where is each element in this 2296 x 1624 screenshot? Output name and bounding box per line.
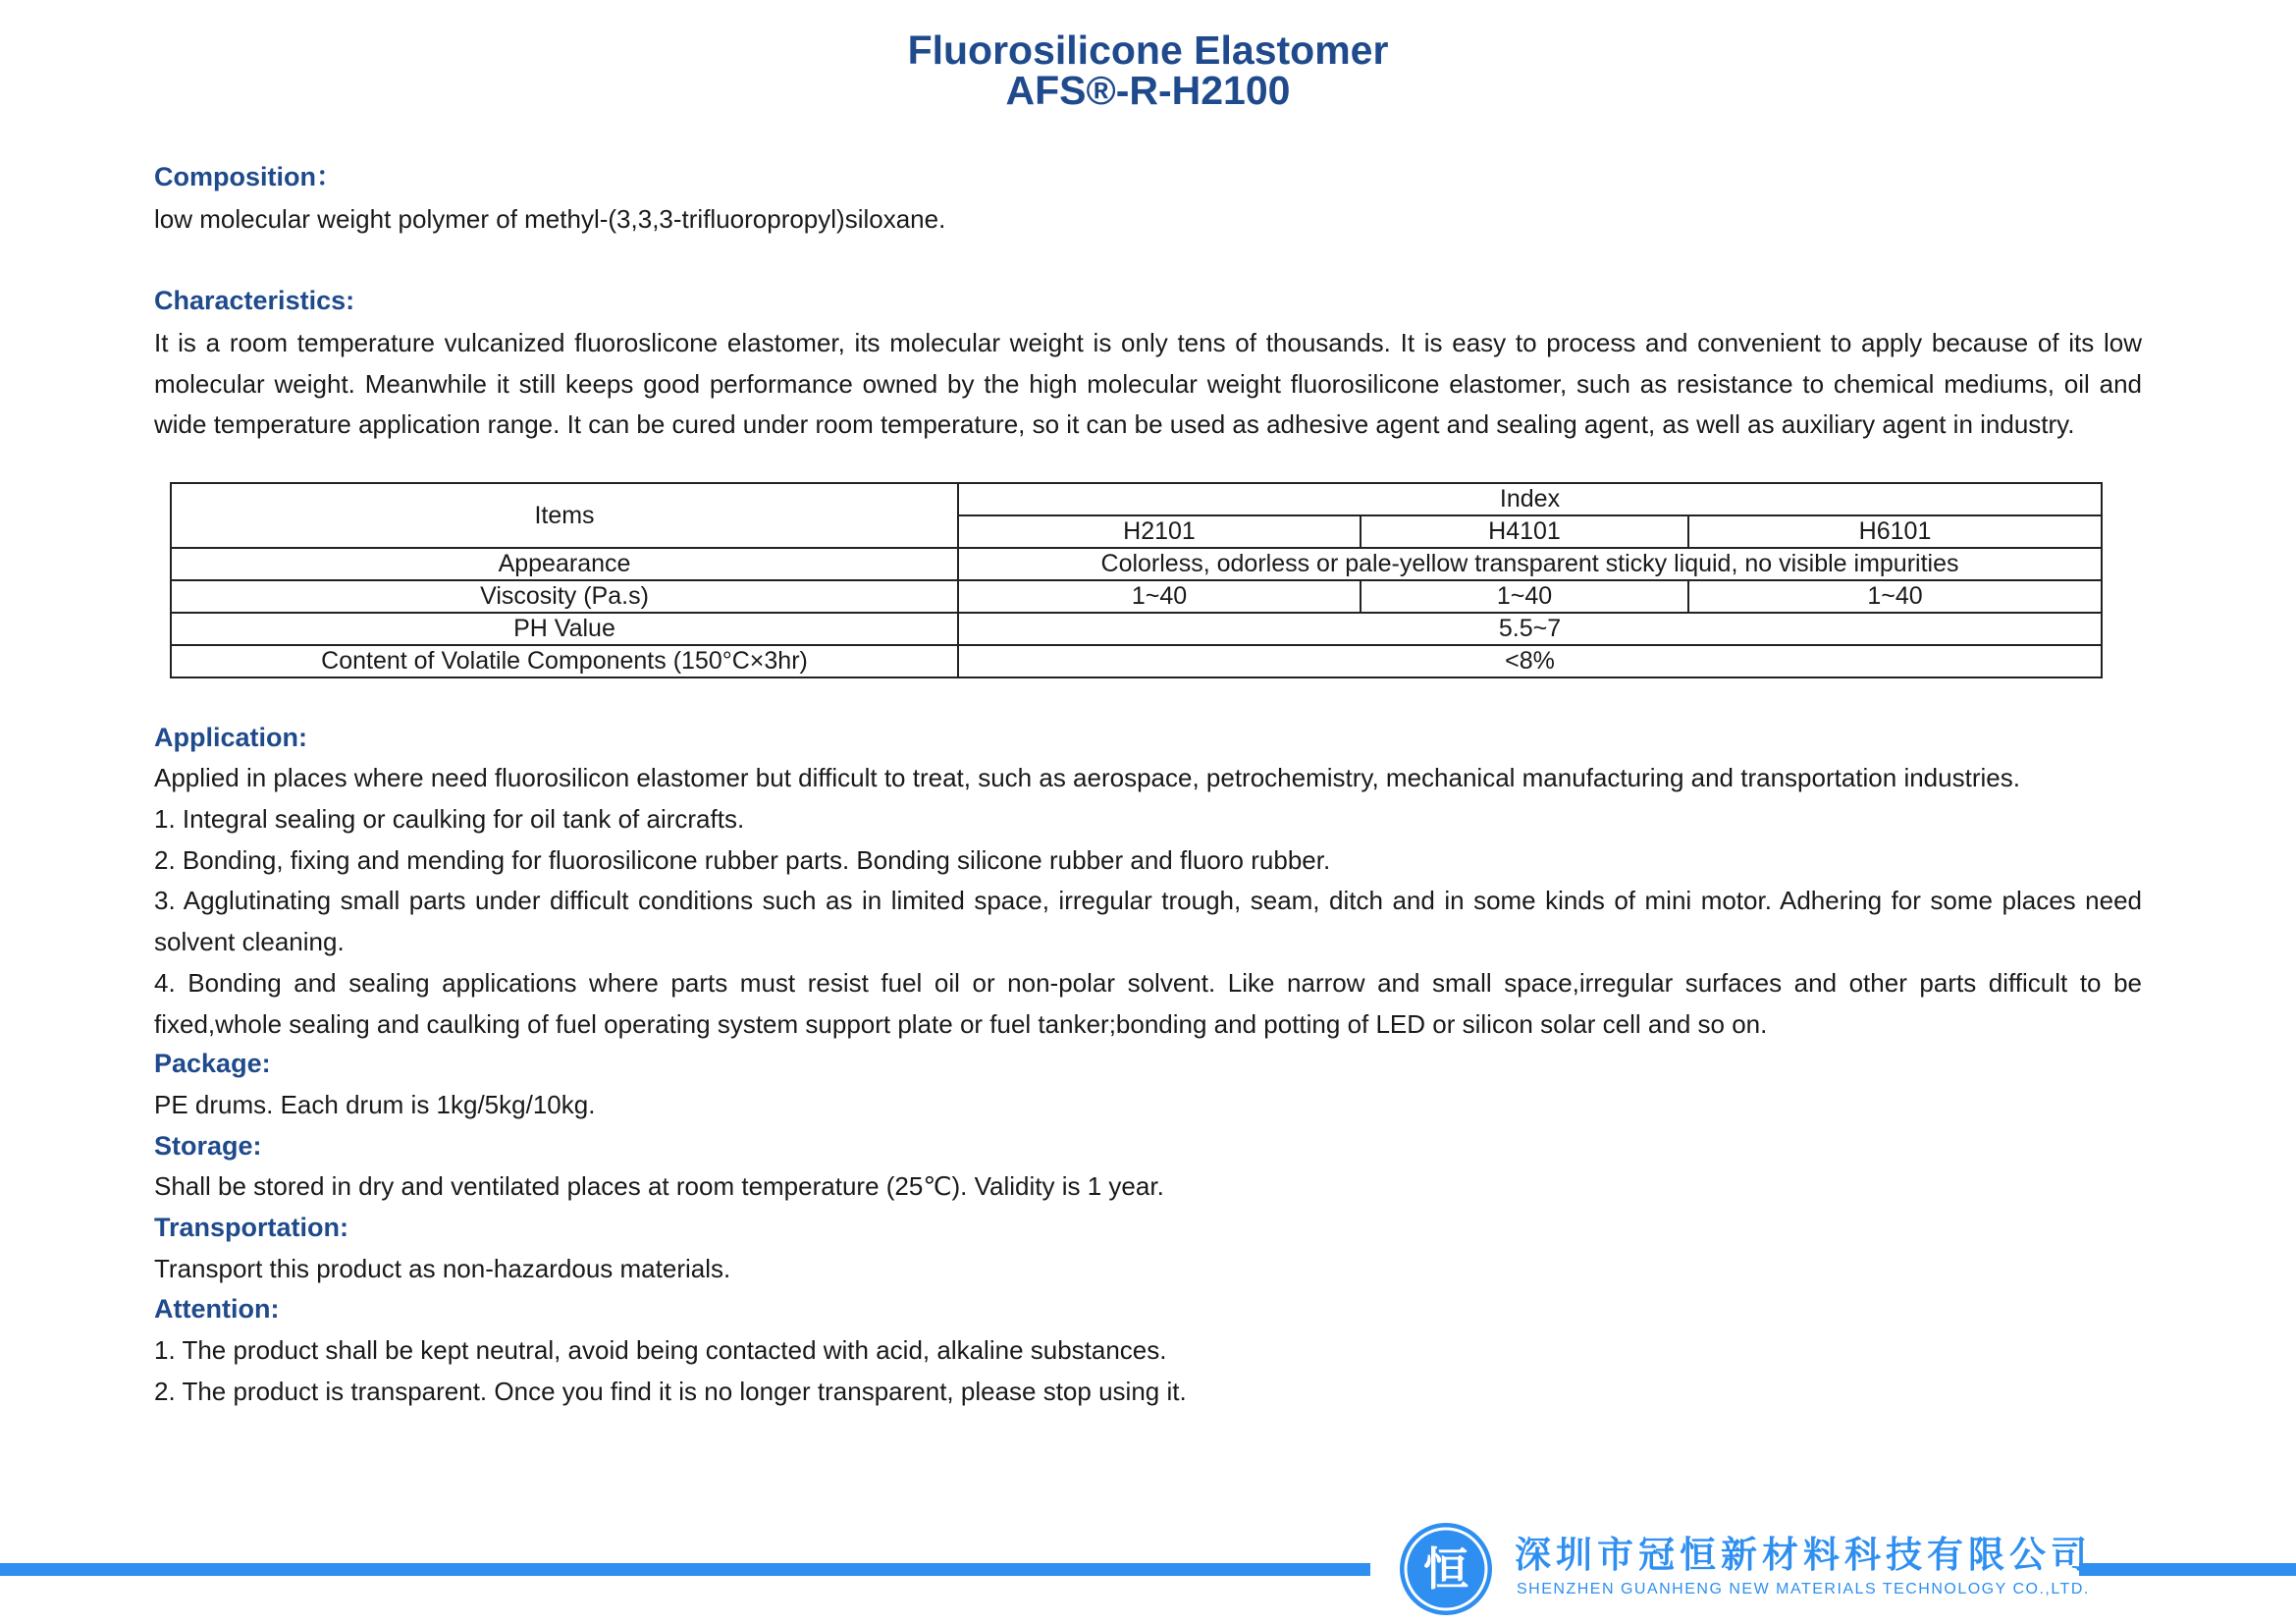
storage-heading: Storage: xyxy=(154,1131,262,1161)
table-row xyxy=(171,548,2102,580)
logo-glyph: 恒 xyxy=(1423,1543,1468,1596)
company-logo-icon xyxy=(1399,1522,1493,1616)
application-heading: Application: xyxy=(154,723,307,752)
transportation-text: Transport this product as non-hazardous materials. xyxy=(154,1254,731,1283)
items-header: Items xyxy=(171,483,958,548)
viscosity-value: 1~40 xyxy=(1688,580,2102,613)
appearance-value: Colorless, odorless or pale-yellow transparent sticky liquid, no visible impurities xyxy=(958,548,2102,580)
table-row xyxy=(171,580,2102,613)
application-item: 1. Integral sealing or caulking for oil tank of aircrafts. xyxy=(154,804,745,834)
company-name-cn: 深圳市冠恒新材料科技有限公司 xyxy=(1515,1534,2092,1576)
composition-text: low molecular weight polymer of methyl-(3,3,3-trifluoropropyl)siloxane. xyxy=(154,204,946,234)
viscosity-value: 1~40 xyxy=(1361,580,1688,613)
package-heading: Package: xyxy=(154,1049,271,1078)
grade-header: H6101 xyxy=(1688,515,2102,548)
product-code: AFS®-R-H2100 xyxy=(1005,68,1291,113)
company-name-en: SHENZHEN GUANHENG NEW MATERIALS TECHNOLOGY CO.,LTD. xyxy=(1517,1581,2090,1597)
attention-heading: Attention: xyxy=(154,1294,280,1324)
characteristics-heading: Characteristics: xyxy=(154,286,355,315)
viscosity-value: 1~40 xyxy=(958,580,1361,613)
composition-heading: Composition： xyxy=(154,162,343,191)
ph-value: 5.5~7 xyxy=(958,613,2102,645)
table-row xyxy=(171,645,2102,677)
storage-text: Shall be stored in dry and ventilated places at room temperature (25℃). Validity is 1 year. xyxy=(154,1171,1164,1201)
transportation-heading: Transportation: xyxy=(154,1213,349,1242)
viscosity-label: Viscosity (Pa.s) xyxy=(171,580,958,613)
document-title: Fluorosilicone Elastomer xyxy=(907,27,1389,73)
application-intro: Applied in places where need fluorosilicon elastomer but difficult to treat, such as aerospace, petrochemistry, mechanical manufacturing and transportation industries. xyxy=(154,763,2020,792)
volatile-value: <8% xyxy=(958,645,2102,677)
table-row xyxy=(171,613,2102,645)
package-text: PE drums. Each drum is 1kg/5kg/10kg. xyxy=(154,1090,596,1119)
application-item: 3. Agglutinating small parts under difficult conditions such as in limited space, irregular trough, seam, ditch and in some kinds of mini motor. Adhering for some places need solvent cleaning. xyxy=(154,886,2142,956)
ph-label: PH Value xyxy=(171,613,958,645)
grade-header: H4101 xyxy=(1361,515,1688,548)
appearance-label: Appearance xyxy=(171,548,958,580)
attention-item: 2. The product is transparent. Once you find it is no longer transparent, please stop using it. xyxy=(154,1377,1187,1406)
footer-divider-left xyxy=(0,1563,1370,1576)
application-item: 2. Bonding, fixing and mending for fluorosilicone rubber parts. Bonding silicone rubber and fluoro rubber. xyxy=(154,845,1331,875)
footer-divider-right xyxy=(2079,1563,2296,1576)
grade-header: H2101 xyxy=(958,515,1361,548)
table-row xyxy=(171,483,2102,515)
spec-table xyxy=(170,482,2103,678)
index-header: Index xyxy=(958,483,2102,515)
characteristics-text: It is a room temperature vulcanized fluoroslicone elastomer, its molecular weight is only tens of thousands. It is easy to process and convenient to apply because of its low molecular weight. Meanwhile it still keeps good performance owned by the high molecular weight fluorosilicone elastomer, such as resistance to chemical mediums, oil and wide temperature application range. It can be cured under room temperature, so it can be used as adhesive agent and sealing agent, as well as auxiliary agent in industry. xyxy=(154,328,2142,440)
attention-item: 1. The product shall be kept neutral, avoid being contacted with acid, alkaline substances. xyxy=(154,1335,1167,1365)
volatile-label: Content of Volatile Components (150°C×3hr) xyxy=(171,645,958,677)
application-item: 4. Bonding and sealing applications where parts must resist fuel oil or non-polar solvent. Like narrow and small space,irregular surfaces and other parts difficult to be fixed,whole sealing and caulking of fuel operating system support plate or fuel tanker;bonding and potting of LED or silicon solar cell and so on. xyxy=(154,968,2142,1039)
